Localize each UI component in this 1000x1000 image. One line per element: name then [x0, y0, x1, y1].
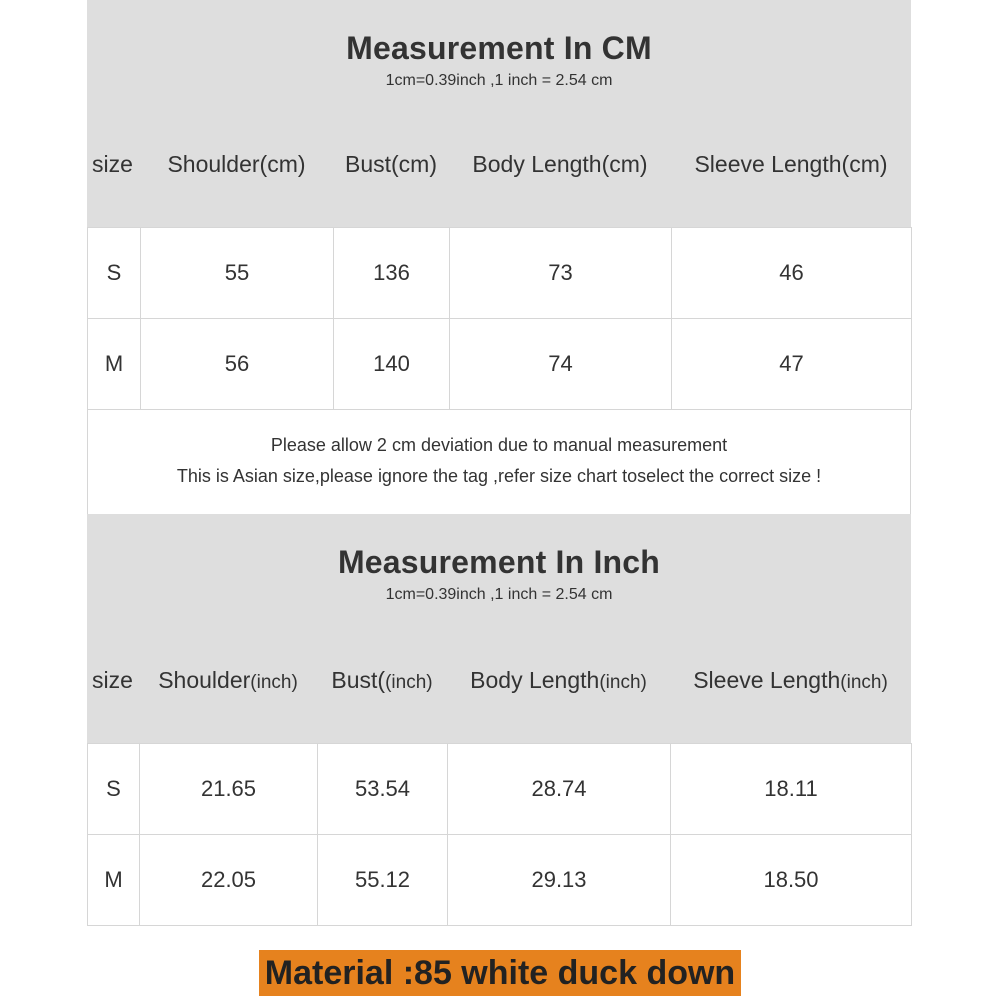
inch-row-s-shoulder: 21.65 [140, 744, 318, 835]
inch-col-body-length-label: Body Length [470, 666, 600, 693]
cm-row-s-bust: 136 [334, 228, 450, 319]
inch-row-s-sleeve-length: 18.11 [671, 744, 912, 835]
cm-row-s-shoulder: 55 [141, 228, 334, 319]
cm-conversion-note: 1cm=0.39inch ,1 inch = 2.54 cm [385, 72, 613, 89]
table-row [88, 228, 912, 319]
inch-col-body-length-unit: (inch) [599, 671, 647, 693]
cm-row-m-size: M [88, 319, 141, 410]
inch-col-size-label: size [92, 666, 133, 693]
inch-col-shoulder-label: Shoulder [158, 666, 251, 693]
inch-col-bust [317, 650, 447, 710]
inch-col-shoulder-unit: (inch) [250, 671, 298, 693]
cm-col-size: size [87, 134, 140, 194]
cm-row-m-body-length: 74 [450, 319, 672, 410]
inch-col-bust-label: Bust( [331, 666, 386, 693]
size-chart-sheet [87, 0, 911, 926]
cm-row-s-size: S [88, 228, 141, 319]
inch-row-s-bust: 53.54 [318, 744, 448, 835]
inch-header-row [87, 650, 911, 710]
inch-col-body-length [447, 650, 670, 710]
inch-col-sleeve-length [670, 650, 911, 710]
asian-size-note-line: This is Asian size,please ignore the tag ,refer size chart toselect the correct size ! [176, 466, 822, 486]
cm-col-bust: Bust(cm) [333, 134, 449, 194]
inch-row-m-sleeve-length: 18.50 [671, 835, 912, 926]
deviation-notes [87, 410, 911, 514]
cm-section-title: Measurement In CM [346, 30, 652, 66]
inch-col-size [87, 650, 139, 710]
inch-row-m-size: M [88, 835, 140, 926]
cm-row-s-body-length: 73 [450, 228, 672, 319]
inch-conversion-note: 1cm=0.39inch ,1 inch = 2.54 cm [385, 586, 613, 603]
table-row [88, 744, 912, 835]
cm-row-m-bust: 140 [334, 319, 450, 410]
inch-row-m-bust: 55.12 [318, 835, 448, 926]
inch-col-bust-unit: (inch) [385, 671, 433, 693]
material-banner-wrap [0, 950, 1000, 996]
inch-row-s-size: S [88, 744, 140, 835]
cm-size-table [87, 227, 912, 410]
inch-col-sleeve-length-unit: (inch) [840, 671, 888, 693]
inch-row-m-shoulder: 22.05 [140, 835, 318, 926]
inch-row-s-body-length: 28.74 [448, 744, 671, 835]
cm-section-header [87, 0, 911, 227]
inch-section-header [87, 514, 911, 743]
cm-col-shoulder: Shoulder(cm) [140, 134, 333, 194]
cm-row-m-shoulder: 56 [141, 319, 334, 410]
material-banner: Material :85 white duck down [259, 950, 741, 996]
table-row [88, 319, 912, 410]
cm-row-s-sleeve-length: 46 [672, 228, 912, 319]
table-row [88, 835, 912, 926]
deviation-note-line: Please allow 2 cm deviation due to manual measurement [270, 435, 728, 455]
inch-col-sleeve-length-label: Sleeve Length [693, 666, 841, 693]
inch-size-table [87, 743, 912, 926]
inch-col-shoulder [139, 650, 317, 710]
cm-row-m-sleeve-length: 47 [672, 319, 912, 410]
inch-section-title: Measurement In Inch [337, 544, 661, 580]
cm-col-sleeve-length: Sleeve Length(cm) [671, 134, 911, 194]
cm-header-row [87, 134, 911, 194]
cm-col-body-length: Body Length(cm) [449, 134, 671, 194]
inch-row-m-body-length: 29.13 [448, 835, 671, 926]
